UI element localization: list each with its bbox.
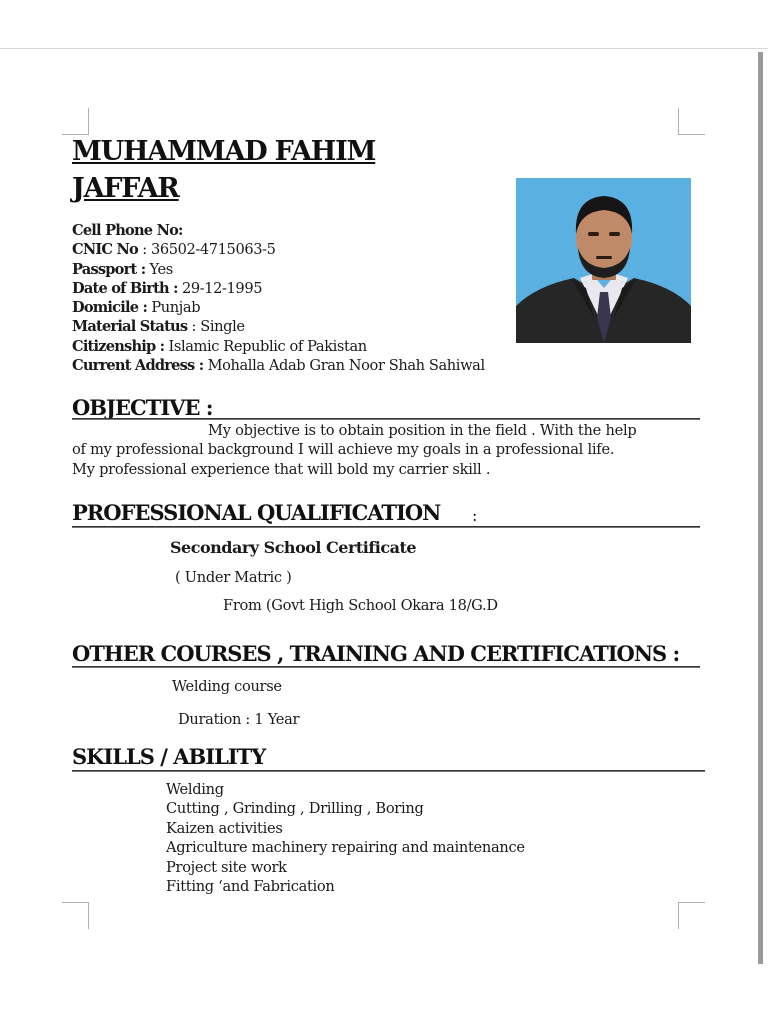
crop-mark-bottom-left bbox=[62, 902, 89, 929]
skill-item: Kaizen activities bbox=[166, 819, 283, 837]
info-cell-phone: Cell Phone No: bbox=[72, 222, 183, 239]
skill-item: Welding bbox=[166, 781, 224, 798]
objective-line: of my professional background I will achieve my goals in a professional life. bbox=[72, 441, 615, 459]
page-shadow bbox=[758, 52, 763, 964]
qualification-heading: PROFESSIONAL QUALIFICATION bbox=[72, 500, 441, 525]
objective-text bbox=[72, 421, 702, 479]
crop-mark-top-left bbox=[62, 108, 89, 135]
name-line-1: MUHAMMAD FAHIM bbox=[72, 136, 376, 167]
skill-item: Agriculture machinery repairing and maintenance bbox=[166, 839, 525, 857]
skill-item: Fitting ‘and Fabrication bbox=[166, 878, 335, 896]
profile-photo bbox=[516, 178, 691, 343]
info-citizenship: Citizenship : Islamic Republic of Pakistan bbox=[72, 337, 367, 355]
skills-list bbox=[166, 780, 525, 896]
course-duration: Duration : 1 Year bbox=[178, 711, 300, 728]
crop-mark-bottom-right bbox=[678, 902, 705, 929]
qualification-colon: : bbox=[472, 506, 478, 525]
skill-item: Project site work bbox=[166, 858, 287, 876]
skill-item: Cutting , Grinding , Drilling , Boring bbox=[166, 800, 424, 818]
info-domicile: Domicile : Punjab bbox=[72, 299, 201, 317]
objective-line: My professional experience that will bold my carrier skill . bbox=[72, 460, 491, 478]
qualification-title: Secondary School Certificate bbox=[170, 538, 417, 557]
info-marital-status: Material Status : Single bbox=[72, 318, 245, 336]
info-passport: Passport : Yes bbox=[72, 260, 173, 278]
objective-rule bbox=[72, 418, 700, 420]
qualification-level: ( Under Matric ) bbox=[175, 569, 292, 586]
info-cnic: CNIC No : 36502-4715063-5 bbox=[72, 241, 276, 259]
course-name: Welding course bbox=[172, 678, 282, 695]
name-line-2: JAFFAR bbox=[72, 173, 179, 204]
qualification-rule bbox=[72, 526, 700, 528]
info-date-of-birth: Date of Birth : 29-12-1995 bbox=[72, 279, 263, 297]
courses-heading: OTHER COURSES , TRAINING AND CERTIFICATIONS : bbox=[72, 641, 680, 666]
info-current-address: Current Address : Mohalla Adab Gran Noor Shah Sahiwal bbox=[72, 357, 485, 375]
qualification-school: From (Govt High School Okara 18/G.D bbox=[223, 597, 498, 614]
skills-heading: SKILLS / ABILITY bbox=[72, 744, 266, 769]
crop-mark-top-right bbox=[678, 108, 705, 135]
objective-line: My objective is to obtain position in the field . With the help bbox=[208, 422, 637, 439]
personal-info bbox=[72, 221, 485, 375]
skills-rule bbox=[72, 770, 705, 772]
objective-heading: OBJECTIVE : bbox=[72, 395, 213, 420]
courses-rule bbox=[72, 666, 700, 668]
